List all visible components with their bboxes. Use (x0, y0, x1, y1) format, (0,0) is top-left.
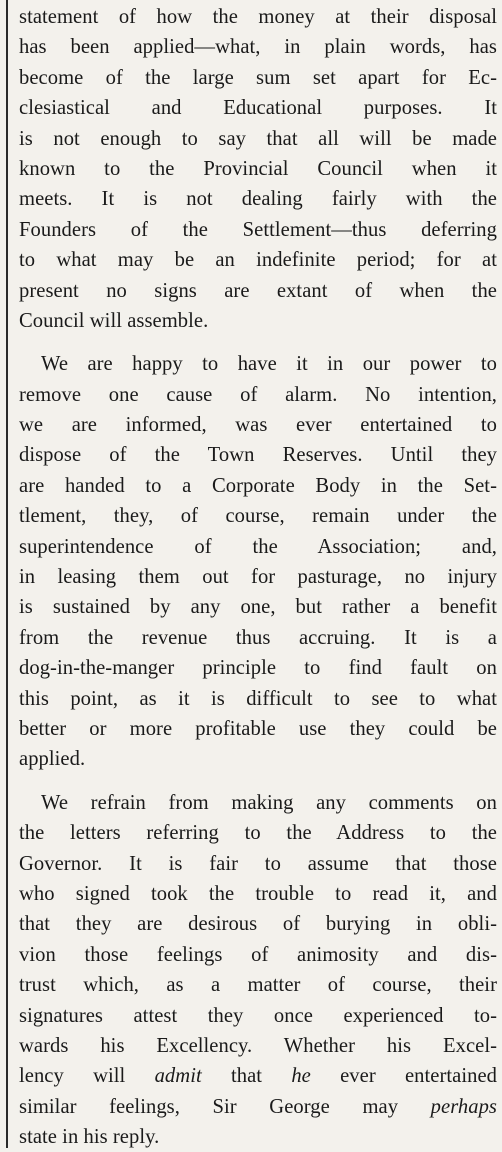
text-line: remove one cause of alarm. No intention, (19, 383, 497, 406)
text-line: this point, as it is difficult to see to what (19, 687, 497, 710)
text-line: signatures attest they once experienced to- (19, 1004, 497, 1027)
text-line: has been applied—what, in plain words, has (19, 36, 497, 59)
text-line: We are happy to have it in our power to (41, 353, 497, 376)
text-line: wards his Excellency. Whether his Excel- (19, 1034, 497, 1057)
text-segment: similar feelings, Sir George may (19, 1095, 431, 1118)
paragraph-2 (19, 349, 497, 774)
text-line: that they are desirous of burying in obli- (19, 913, 497, 936)
text-line: known to the Provincial Council when it (19, 157, 497, 180)
paragraph-1 (19, 2, 497, 336)
text-line: dog-in-the-manger principle to find fault on (19, 657, 497, 680)
column-rule (6, 0, 8, 1148)
text-line: trust which, as a matter of course, their (19, 974, 497, 997)
text-line: state in his reply. (19, 1126, 160, 1149)
text-line: Founders of the Settlement—thus deferring (19, 218, 497, 241)
text-line: to what may be an indefinite period; for at (19, 249, 497, 272)
text-line: Governor. It is fair to assume that those (19, 852, 497, 875)
text-line: dispose of the Town Reserves. Until they (19, 444, 497, 467)
italic-word: admit (154, 1065, 202, 1088)
text-line: applied. (19, 748, 86, 771)
text-line: is not enough to say that all will be made (19, 127, 497, 150)
text-line: vion those feelings of animosity and dis- (19, 943, 497, 966)
text-line: meets. It is not dealing fairly with the (19, 188, 497, 211)
text-line: superintendence of the Association; and, (19, 535, 497, 558)
text-line: present no signs are extant of when the (19, 279, 497, 302)
text-segment: lency will (19, 1065, 155, 1088)
italic-word: he (291, 1065, 311, 1088)
text-line (19, 1092, 497, 1122)
text-line: in leasing them out for pasturage, no injury (19, 566, 497, 589)
text-line: become of the large sum set apart for Ec- (19, 66, 497, 89)
text-line (19, 1061, 497, 1091)
text-line: we are informed, was ever entertained to (19, 414, 497, 437)
text-line: who signed took the trouble to read it, and (19, 882, 497, 905)
text-line: better or more profitable use they could be (19, 717, 497, 740)
paragraph-3 (19, 788, 497, 1152)
text-line: tlement, they, of course, remain under the (19, 505, 497, 528)
text-line: the letters referring to the Address to the (19, 822, 497, 845)
text-line: clesiastical and Educational purposes. It (19, 97, 497, 120)
text-segment: that (201, 1065, 292, 1088)
text-segment: ever entertained (310, 1065, 498, 1088)
text-line: statement of how the money at their disposal (19, 6, 497, 28)
italic-word: perhaps (430, 1095, 497, 1118)
text-line: We refrain from making any comments on (41, 791, 497, 814)
article-column (19, 2, 497, 1152)
text-line: are handed to a Corporate Body in the Set- (19, 474, 497, 497)
text-line: is sustained by any one, but rather a benefit (19, 596, 497, 619)
text-line: Council will assemble. (19, 309, 209, 332)
text-line: from the revenue thus accruing. It is a (19, 626, 497, 649)
